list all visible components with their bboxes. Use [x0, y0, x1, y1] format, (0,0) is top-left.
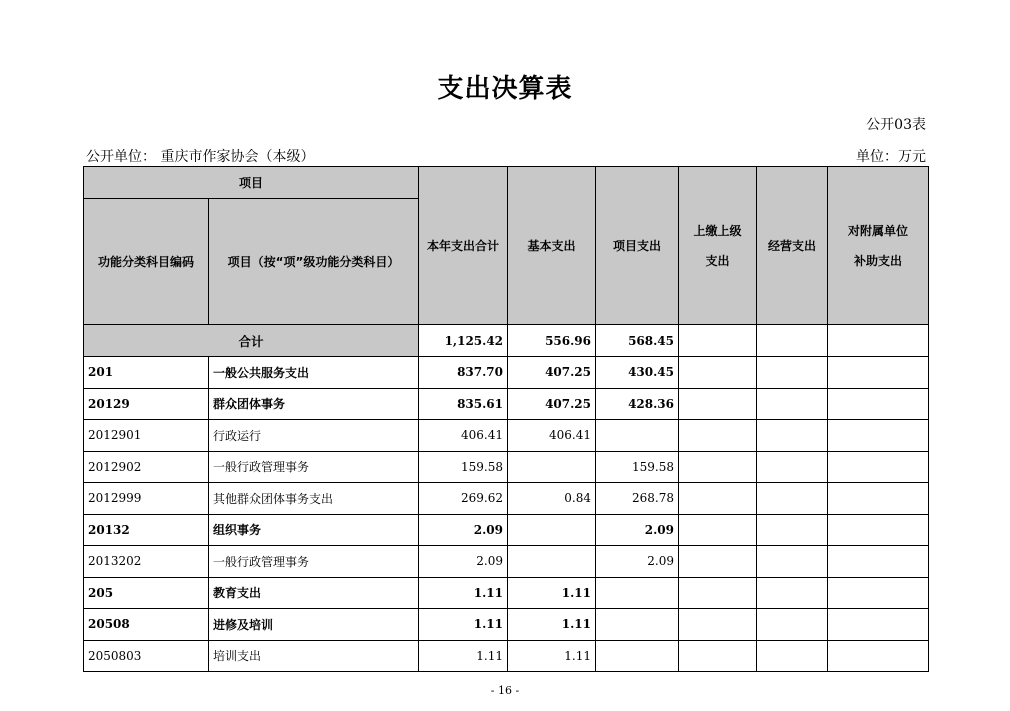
row-upper [679, 357, 757, 389]
row-total: 269.62 [419, 483, 508, 515]
row-upper [679, 420, 757, 452]
row-name: 进修及培训 [209, 609, 419, 641]
row-code: 20508 [84, 609, 209, 641]
total-label: 合计 [84, 325, 419, 357]
row-basic: 1.11 [508, 577, 596, 609]
row-code: 2050803 [84, 640, 209, 672]
total-subsidy [828, 325, 929, 357]
row-upper [679, 388, 757, 420]
row-name: 教育支出 [209, 577, 419, 609]
row-business [757, 483, 828, 515]
table-row [84, 420, 929, 452]
row-total: 406.41 [419, 420, 508, 452]
row-project [596, 640, 679, 672]
row-code: 2012902 [84, 451, 209, 483]
row-project: 430.45 [596, 357, 679, 389]
row-subsidy [828, 640, 929, 672]
row-subsidy [828, 577, 929, 609]
total-sum: 1,125.42 [419, 325, 508, 357]
header-business: 经营支出 [757, 167, 828, 325]
row-total: 2.09 [419, 514, 508, 546]
row-project: 268.78 [596, 483, 679, 515]
row-upper [679, 546, 757, 578]
row-business [757, 514, 828, 546]
table-row [84, 451, 929, 483]
row-name: 一般行政管理事务 [209, 451, 419, 483]
row-subsidy [828, 451, 929, 483]
row-code: 20129 [84, 388, 209, 420]
total-upper [679, 325, 757, 357]
row-project: 2.09 [596, 546, 679, 578]
reporting-unit: 公开单位： 重庆市作家协会（本级） [86, 149, 315, 165]
row-project: 428.36 [596, 388, 679, 420]
row-business [757, 388, 828, 420]
header-subsidy-line2: 补助支出 [854, 253, 903, 268]
header-subsidy [828, 167, 929, 325]
row-business [757, 357, 828, 389]
table-row [84, 483, 929, 515]
row-code: 20132 [84, 514, 209, 546]
row-name: 一般公共服务支出 [209, 357, 419, 389]
row-name: 一般行政管理事务 [209, 546, 419, 578]
row-upper [679, 640, 757, 672]
row-upper [679, 514, 757, 546]
header-upper [679, 167, 757, 325]
row-code: 201 [84, 357, 209, 389]
row-name: 培训支出 [209, 640, 419, 672]
total-project: 568.45 [596, 325, 679, 357]
header-item: 项目 [84, 167, 419, 199]
expenditure-table [83, 166, 929, 672]
row-basic [508, 451, 596, 483]
table-row [84, 577, 929, 609]
row-basic [508, 546, 596, 578]
row-subsidy [828, 514, 929, 546]
row-subsidy [828, 388, 929, 420]
row-code: 2012901 [84, 420, 209, 452]
header-basic: 基本支出 [508, 167, 596, 325]
currency-unit: 单位：万元 [856, 149, 926, 165]
row-upper [679, 483, 757, 515]
form-number: 公开03表 [866, 117, 926, 133]
row-project: 2.09 [596, 514, 679, 546]
row-subsidy [828, 546, 929, 578]
row-business [757, 546, 828, 578]
row-code: 2012999 [84, 483, 209, 515]
row-upper [679, 451, 757, 483]
row-project [596, 420, 679, 452]
page-number: - 16 - [490, 684, 520, 697]
total-row [84, 325, 929, 357]
row-business [757, 451, 828, 483]
row-code: 205 [84, 577, 209, 609]
row-total: 1.11 [419, 577, 508, 609]
row-basic [508, 514, 596, 546]
row-basic: 407.25 [508, 357, 596, 389]
row-business [757, 640, 828, 672]
row-name: 组织事务 [209, 514, 419, 546]
row-business [757, 609, 828, 641]
row-code: 2013202 [84, 546, 209, 578]
row-basic: 407.25 [508, 388, 596, 420]
page-title: 支出决算表 [437, 74, 573, 104]
header-upper-line1: 上缴上级 [693, 223, 742, 238]
table-row [84, 546, 929, 578]
row-project [596, 609, 679, 641]
row-subsidy [828, 609, 929, 641]
row-basic: 1.11 [508, 609, 596, 641]
header-project: 项目支出 [596, 167, 679, 325]
row-total: 1.11 [419, 609, 508, 641]
row-name: 其他群众团体事务支出 [209, 483, 419, 515]
row-subsidy [828, 357, 929, 389]
row-total: 1.11 [419, 640, 508, 672]
row-project: 159.58 [596, 451, 679, 483]
row-total: 159.58 [419, 451, 508, 483]
table-row [84, 514, 929, 546]
table-row [84, 609, 929, 641]
row-subsidy [828, 483, 929, 515]
header-upper-line2: 支出 [705, 253, 730, 268]
row-total: 2.09 [419, 546, 508, 578]
row-name: 行政运行 [209, 420, 419, 452]
row-total: 835.61 [419, 388, 508, 420]
header-name: 项目（按“项”级功能分类科目） [209, 199, 419, 325]
row-business [757, 420, 828, 452]
table-row [84, 640, 929, 672]
total-business [757, 325, 828, 357]
row-name: 群众团体事务 [209, 388, 419, 420]
header-code: 功能分类科目编码 [84, 199, 209, 325]
row-subsidy [828, 420, 929, 452]
row-basic: 1.11 [508, 640, 596, 672]
row-upper [679, 577, 757, 609]
row-upper [679, 609, 757, 641]
table-row [84, 357, 929, 389]
header-total: 本年支出合计 [419, 167, 508, 325]
row-project [596, 577, 679, 609]
total-basic: 556.96 [508, 325, 596, 357]
table-row [84, 388, 929, 420]
row-total: 837.70 [419, 357, 508, 389]
row-business [757, 577, 828, 609]
header-subsidy-line1: 对附属单位 [848, 223, 909, 238]
row-basic: 406.41 [508, 420, 596, 452]
row-basic: 0.84 [508, 483, 596, 515]
